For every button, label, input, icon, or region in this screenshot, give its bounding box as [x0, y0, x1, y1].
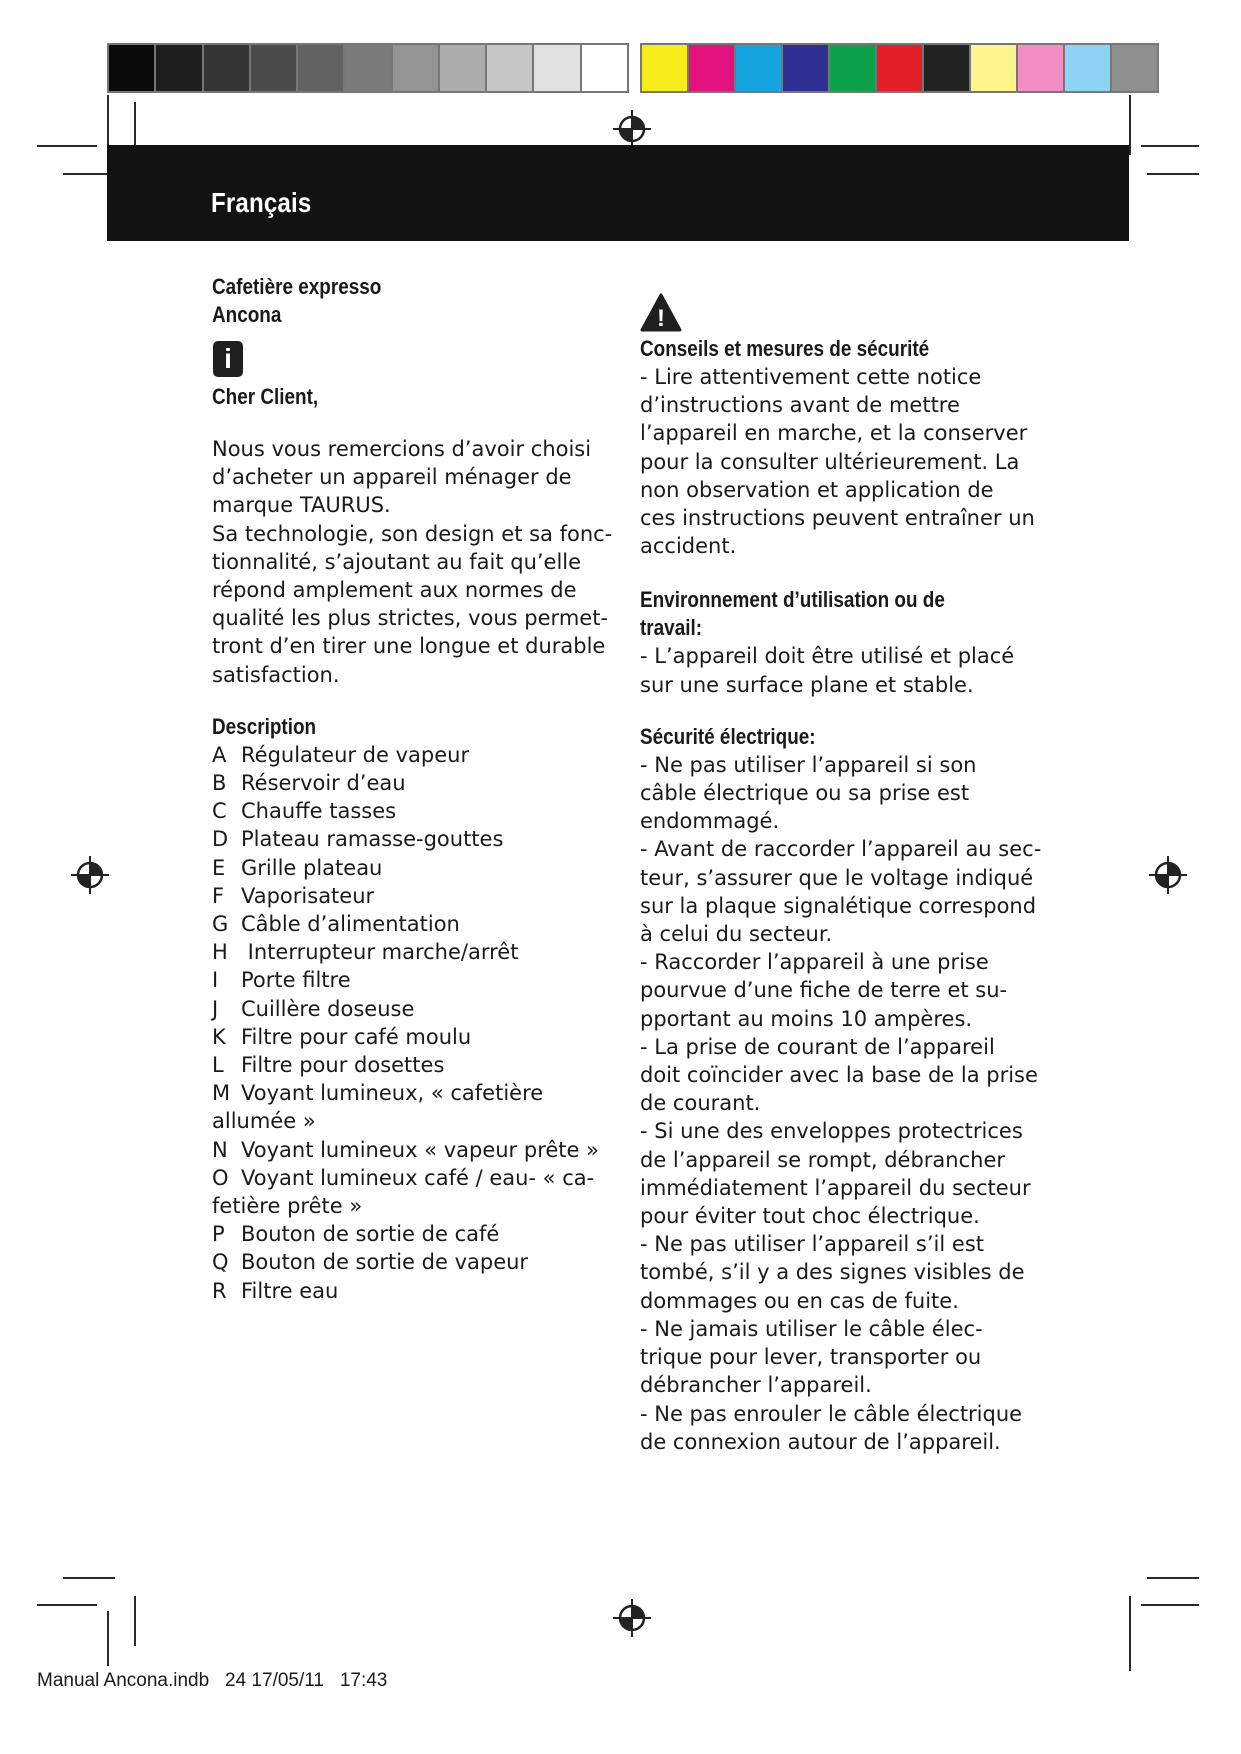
text-line: - Ne jamais utiliser le câble élec- — [640, 1316, 983, 1341]
description-item — [212, 995, 607, 1023]
language-title: Français — [211, 187, 312, 218]
description-item-key: P — [212, 1222, 225, 1247]
registration-target-icon — [612, 109, 652, 149]
description-item-key: G — [212, 912, 229, 937]
text-line: pour la consulter ultérieurement. La — [640, 449, 1020, 474]
crop-mark — [1147, 1577, 1199, 1579]
environment-paragraph — [640, 642, 1040, 698]
crop-mark — [37, 145, 97, 147]
description-item-key: I — [212, 968, 219, 993]
text-line: tionnalité, s’ajoutant au fait qu’elle — [212, 549, 582, 574]
description-item-key: E — [212, 855, 226, 880]
description-item-label: Porte filtre — [241, 968, 351, 993]
text-line: sur une surface plane et stable. — [640, 672, 974, 697]
text-line: d’instructions avant de mettre — [640, 393, 960, 418]
text-line: immédiatement l’appareil du secteur — [640, 1175, 1031, 1200]
crop-mark — [1141, 145, 1199, 147]
description-item — [212, 1136, 607, 1164]
text-line: de courant. — [640, 1091, 761, 1116]
color-swatch — [1112, 45, 1157, 91]
color-swatch — [689, 45, 736, 91]
description-item-key: O — [212, 1165, 229, 1190]
description-item-label: Plateau ramasse-gouttes — [241, 827, 504, 852]
description-item-key: K — [212, 1024, 226, 1049]
description-item-label: Interrupteur marche/arrêt — [241, 940, 519, 965]
description-item-key: F — [212, 883, 225, 908]
text-line: qualité les plus strictes, vous permet- — [212, 606, 609, 631]
text-line: - Lire attentivement cette notice — [640, 365, 982, 389]
description-item-label: Cuillère doseuse — [241, 996, 415, 1021]
electrical-safety-paragraph — [640, 751, 1040, 1456]
environment-heading-cont: travail: — [640, 615, 703, 641]
text-line: câble électrique ou sa prise est — [640, 781, 970, 806]
registration-target-icon — [70, 855, 110, 895]
text-line: teur, s’assurer que le voltage indiqué — [640, 865, 1034, 890]
text-line: endommagé. — [640, 809, 780, 834]
text-line: - Ne pas utiliser l’appareil si son — [640, 752, 977, 777]
text-line: sur la plaque signalétique correspond — [640, 893, 1037, 918]
description-item-key: N — [212, 1137, 228, 1162]
description-item-label: Voyant lumineux café / eau- « ca- — [241, 1165, 595, 1190]
crop-mark — [63, 1577, 115, 1579]
crop-mark — [1129, 1596, 1131, 1671]
info-icon — [213, 341, 243, 377]
description-item-label: Câble d’alimentation — [241, 912, 460, 937]
print-slug: Manual Ancona.indb 24 17/05/11 17:43 — [37, 1670, 388, 1691]
crop-mark — [107, 1611, 109, 1666]
description-item — [212, 1192, 607, 1220]
text-line: tront d’en tirer une longue et durable — [212, 634, 606, 659]
text-line: - L’appareil doit être utilisé et placé — [640, 644, 1015, 669]
description-item-key: Q — [212, 1250, 229, 1275]
color-swatch — [534, 45, 581, 91]
crop-mark — [134, 1596, 136, 1646]
description-item — [212, 769, 607, 797]
text-line: satisfaction. — [212, 662, 340, 687]
text-line: - Avant de raccorder l’appareil au sec- — [640, 837, 1042, 862]
color-swatch — [251, 45, 298, 91]
description-item — [212, 938, 607, 966]
crop-mark — [1147, 173, 1199, 175]
product-title: Cafetière expresso — [212, 274, 382, 299]
description-item — [212, 910, 607, 938]
text-line: d’acheter un appareil ménager de — [212, 465, 572, 490]
description-item — [212, 741, 607, 769]
description-item-label: Vaporisateur — [241, 883, 375, 908]
color-swatch — [156, 45, 203, 91]
text-line: - Ne pas enrouler le câble électrique — [640, 1401, 1023, 1426]
language-header — [107, 145, 1129, 241]
product-model: Ancona — [212, 302, 282, 327]
text-line: de l’appareil se rompt, débrancher — [640, 1147, 1005, 1172]
color-swatch — [345, 45, 392, 91]
text-line: pour éviter tout choc électrique. — [640, 1204, 980, 1229]
color-swatch — [582, 45, 627, 91]
description-item-label: allumée » — [212, 1109, 316, 1134]
description-item-label: Régulateur de vapeur — [241, 742, 470, 767]
text-line: non observation et application de — [640, 477, 994, 502]
text-line: ces instructions peuvent entraîner un — [640, 506, 1035, 531]
description-item-label: Bouton de sortie de café — [241, 1222, 500, 1247]
description-heading: Description — [212, 713, 317, 739]
color-swatch — [1065, 45, 1112, 91]
description-item-label: Chauffe tasses — [241, 799, 397, 824]
description-item-key: H — [212, 940, 228, 965]
description-item — [212, 1164, 607, 1192]
grayscale-calibration-bar — [107, 43, 629, 93]
text-line: - Si une des enveloppes protectrices — [640, 1119, 1023, 1144]
text-line: pportant au moins 10 ampères. — [640, 1006, 973, 1031]
text-line: marque TAURUS. — [212, 493, 391, 518]
description-item-key: B — [212, 771, 227, 796]
info-icon-glyph: i — [224, 343, 232, 374]
color-swatch — [971, 45, 1018, 91]
color-swatch — [877, 45, 924, 91]
description-item-label: Filtre pour café moulu — [241, 1024, 472, 1049]
text-line: trique pour lever, transporter ou — [640, 1345, 982, 1370]
text-line: débrancher l’appareil. — [640, 1373, 872, 1398]
text-line: accident. — [640, 534, 737, 559]
text-line: l’appareil en marche, et la conserver — [640, 421, 1028, 446]
description-item — [212, 1107, 607, 1135]
description-item-label: Filtre pour dosettes — [241, 1053, 445, 1078]
description-item — [212, 854, 607, 882]
text-line: tombé, s’il y a des signes visibles de — [640, 1260, 1025, 1285]
description-item — [212, 1023, 607, 1051]
description-item-key: D — [212, 827, 229, 852]
crop-mark — [37, 1604, 97, 1606]
crop-mark — [1141, 1604, 1199, 1606]
description-item-key: J — [212, 996, 219, 1021]
text-line: à celui du secteur. — [640, 922, 833, 947]
description-item-key: M — [212, 1081, 231, 1106]
description-item-key: A — [212, 742, 227, 767]
greeting: Cher Client, — [212, 384, 319, 409]
description-item-label: Voyant lumineux « vapeur prête » — [241, 1137, 599, 1162]
description-item — [212, 1248, 607, 1276]
registration-target-icon — [612, 1598, 652, 1638]
color-swatch — [736, 45, 783, 91]
description-item-label: Réservoir d’eau — [241, 771, 406, 796]
electrical-safety-heading: Sécurité électrique: — [640, 723, 816, 749]
color-swatch — [642, 45, 689, 91]
safety-paragraph — [640, 363, 1040, 560]
right-column — [640, 293, 1040, 1456]
description-item-key: L — [212, 1053, 224, 1078]
color-swatch — [109, 45, 156, 91]
text-line: - Ne pas utiliser l’appareil s’il est — [640, 1232, 984, 1257]
color-swatch — [440, 45, 487, 91]
text-line: dommages ou en cas de fuite. — [640, 1288, 959, 1313]
description-item — [212, 797, 607, 825]
description-item — [212, 1277, 607, 1305]
color-calibration-bar — [640, 43, 1159, 93]
color-swatch — [830, 45, 877, 91]
description-item — [212, 1220, 607, 1248]
description-item-key: C — [212, 799, 227, 824]
left-column — [212, 273, 613, 1305]
color-swatch — [204, 45, 251, 91]
description-item — [212, 1079, 607, 1107]
description-item — [212, 966, 607, 994]
text-line: Nous vous remercions d’avoir choisi — [212, 437, 592, 461]
text-line: Sa technologie, son design et sa fonc- — [212, 521, 613, 546]
description-item — [212, 1051, 607, 1079]
text-line: doit coïncider avec la base de la prise — [640, 1063, 1038, 1088]
color-swatch — [487, 45, 534, 91]
text-line: - La prise de courant de l’appareil — [640, 1034, 995, 1059]
color-swatch — [393, 45, 440, 91]
text-line: pourvue d’une fiche de terre et su- — [640, 978, 1008, 1003]
crop-mark — [1129, 95, 1131, 155]
text-line: - Raccorder l’appareil à une prise — [640, 950, 989, 975]
description-item-label: fetière prête » — [212, 1194, 363, 1219]
registration-target-icon — [1148, 855, 1188, 895]
description-item-label: Grille plateau — [241, 855, 383, 880]
description-item — [212, 825, 607, 853]
description-item-key: R — [212, 1278, 227, 1303]
environment-heading: Environnement d’utilisation ou de — [640, 587, 945, 613]
color-swatch — [783, 45, 830, 91]
color-swatch — [298, 45, 345, 91]
description-list — [212, 741, 607, 1305]
description-item — [212, 882, 607, 910]
intro-paragraph — [212, 435, 613, 689]
description-item-label: Voyant lumineux, « cafetière — [241, 1081, 544, 1106]
safety-heading: Conseils et mesures de sécurité — [640, 336, 930, 361]
warning-icon-glyph: ! — [657, 305, 665, 332]
warning-icon — [640, 293, 682, 333]
color-swatch — [924, 45, 971, 91]
description-item-label: Filtre eau — [241, 1278, 339, 1303]
color-swatch — [1018, 45, 1065, 91]
text-line: de connexion autour de l’appareil. — [640, 1429, 1001, 1454]
description-item-label: Bouton de sortie de vapeur — [241, 1250, 529, 1275]
text-line: répond amplement aux normes de — [212, 578, 577, 603]
